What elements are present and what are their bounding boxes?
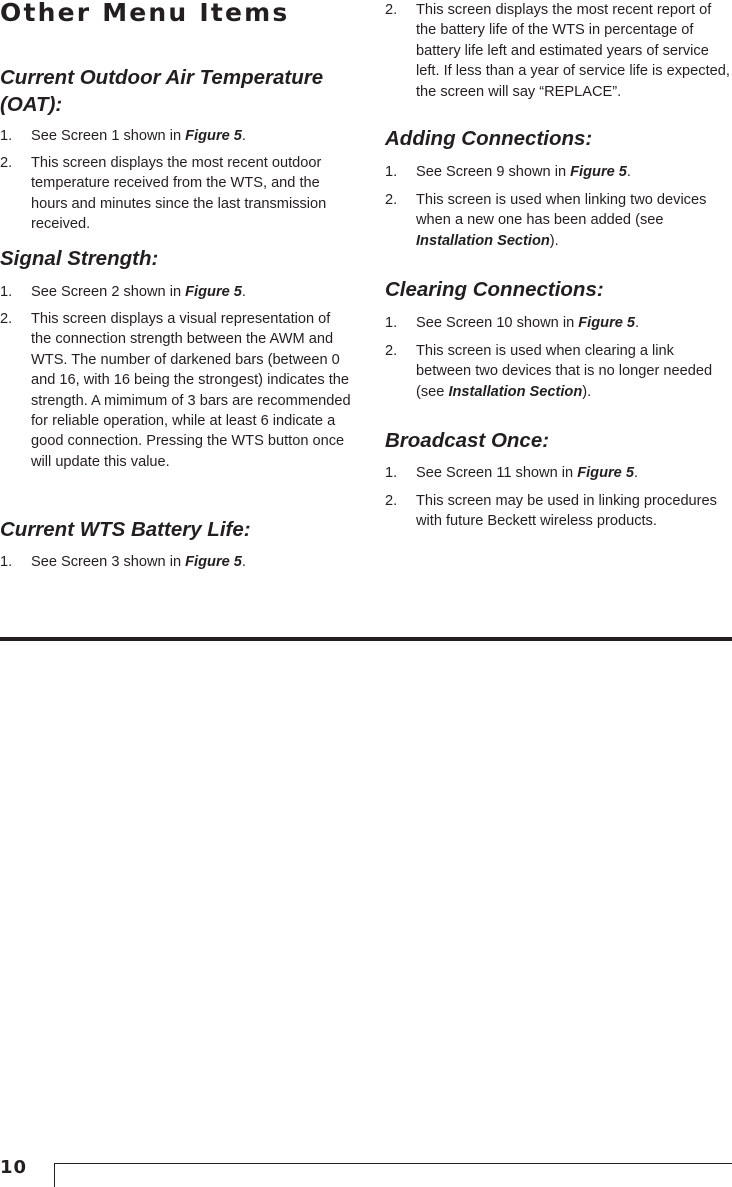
step-text-end: .: [635, 315, 640, 331]
step-text: See Screen 11 shown in: [416, 465, 578, 481]
figure-5-ref: Figure 5: [578, 315, 636, 331]
step-number: 2.: [385, 493, 398, 509]
step-number: 1.: [385, 465, 398, 481]
step-text: This screen may be used in linking procedures with future Beckett wireless products.: [416, 493, 717, 530]
page-number: 10: [0, 1157, 28, 1178]
section-divider: [0, 637, 732, 641]
step-text: This screen is used when clearing a link between two devices that is no longer needed (see: [416, 343, 713, 400]
step-text: See Screen 1 shown in: [31, 128, 186, 144]
figure-5-ref: Figure 5: [185, 128, 242, 144]
battery-section-title: Current WTS Battery Life:: [0, 518, 251, 541]
signal-step-1: [0, 282, 352, 302]
oat-step-2: [0, 153, 352, 235]
signal-step-2: [0, 309, 352, 472]
clearing-section-title: Clearing Connections:: [385, 278, 604, 301]
broadcast-step-2: [385, 491, 732, 532]
clearing-step-1: [385, 313, 732, 333]
adding-step-2: [385, 190, 732, 251]
installation-section-ref: Installation Section: [448, 383, 583, 400]
page-title: Other Menu Items: [0, 0, 290, 27]
battery-step-2: [385, 0, 732, 102]
oat-step-1: [0, 126, 352, 146]
step-number: 1.: [385, 164, 398, 180]
step-text-end: .: [633, 465, 639, 481]
step-number: 2.: [0, 155, 13, 171]
step-number: 2.: [385, 343, 398, 359]
figure-5-ref: Figure 5: [185, 554, 242, 570]
signal-section-title: Signal Strength:: [0, 247, 159, 270]
clearing-step-2: [385, 341, 732, 402]
step-text: See Screen 10 shown in: [416, 315, 579, 331]
step-text-end: .: [241, 284, 246, 300]
step-text: This screen is used when linking two devices when a new one has been added (see: [416, 192, 707, 229]
step-text-end: ).: [549, 232, 559, 249]
step-text: See Screen 2 shown in: [31, 284, 186, 300]
step-number: 2.: [0, 311, 13, 327]
step-text: See Screen 3 shown in: [31, 554, 186, 570]
adding-section-title: Adding Connections:: [385, 127, 593, 150]
installation-section-ref: Installation Section: [416, 232, 550, 249]
step-text-end: .: [241, 128, 246, 144]
step-number: 1.: [0, 128, 13, 144]
step-number: 1.: [0, 284, 13, 300]
footer-frame: [54, 1163, 732, 1187]
battery-step-1: [0, 552, 352, 572]
oat-section-title: [0, 64, 323, 118]
step-number: 1.: [0, 554, 13, 570]
step-text-end: ).: [582, 383, 592, 400]
adding-step-1: [385, 162, 732, 182]
step-text-end: .: [241, 554, 246, 570]
figure-5-ref: Figure 5: [570, 164, 627, 180]
figure-5-ref: Figure 5: [185, 284, 242, 300]
step-text: This screen displays the most recent report of the battery life of the WTS in percentage of battery life left and estimated years of service left. If less than a year of service life is expected, the screen will say “REPLACE”.: [416, 2, 730, 100]
step-number: 1.: [385, 315, 398, 331]
step-text: This screen displays the most recent outdoor temperature received from the WTS, and the hours and minutes since the last transmission received.: [31, 155, 327, 233]
broadcast-section-title: Broadcast Once:: [385, 429, 550, 452]
step-number: 2.: [385, 2, 398, 18]
step-number: 2.: [385, 192, 398, 208]
oat-title-line1: Current Outdoor Air Temperature: [0, 66, 324, 89]
figure-5-ref: Figure 5: [577, 465, 634, 481]
step-text: See Screen 9 shown in: [416, 164, 571, 180]
broadcast-step-1: [385, 463, 732, 483]
oat-title-line2: (OAT):: [0, 93, 63, 116]
step-text-end: .: [626, 164, 631, 180]
step-text: This screen displays a visual representation of the connection strength between the AWM and WTS. The number of darkened bars (between 0 and 16, with 16 being the strongest) indicates the strength. A mimimum of 3 bars are recommended for reliable operation, while at least 6 indicate a good connection. Pressing the WTS button once will update this value.: [31, 311, 351, 470]
